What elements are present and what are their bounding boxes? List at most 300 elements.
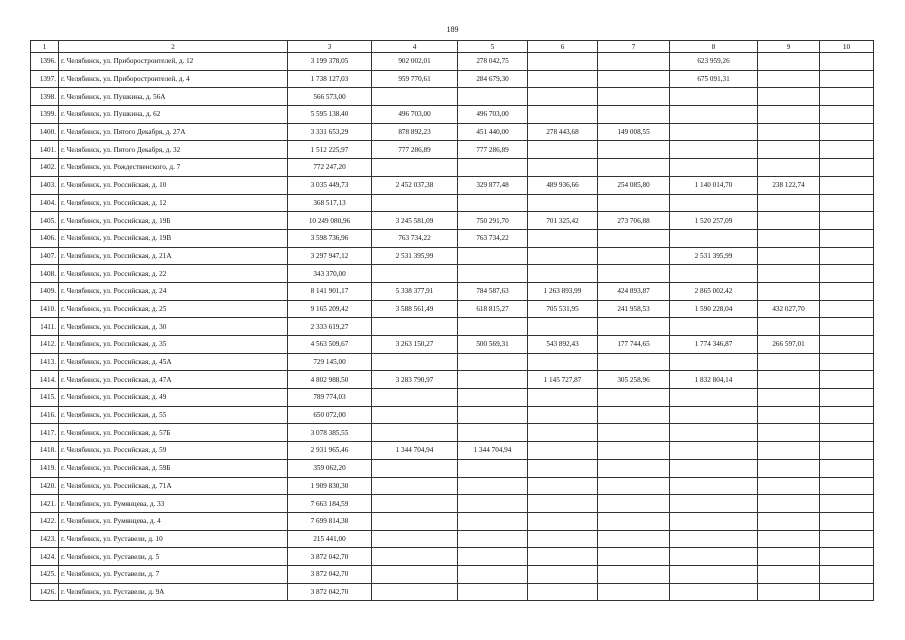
- table-row: [31, 194, 874, 212]
- amount-cell: [598, 495, 670, 513]
- amount-cell: [372, 459, 458, 477]
- address-cell: г. Челябинск, ул. Румянцева, д. 33: [59, 495, 288, 513]
- amount-cell: [598, 159, 670, 177]
- amount-cell: [758, 53, 820, 71]
- amount-cell: [528, 565, 598, 583]
- amount-cell: [758, 123, 820, 141]
- amount-cell: 273 706,88: [598, 212, 670, 230]
- amount-cell: 1 909 830,30: [288, 477, 372, 495]
- table-row: [31, 123, 874, 141]
- amount-cell: [528, 53, 598, 71]
- amount-cell: 1 344 704,94: [372, 442, 458, 460]
- row-number-cell: 1423.: [31, 530, 59, 548]
- amount-cell: [528, 495, 598, 513]
- amount-cell: [598, 424, 670, 442]
- address-cell: г. Челябинск, ул. Российская, д. 22: [59, 265, 288, 283]
- amount-cell: [820, 548, 874, 566]
- amount-cell: [820, 282, 874, 300]
- amount-cell: [820, 406, 874, 424]
- amount-cell: 3 297 947,12: [288, 247, 372, 265]
- header-cell: 7: [598, 41, 670, 53]
- row-number-cell: 1396.: [31, 53, 59, 71]
- amount-cell: [820, 389, 874, 407]
- amount-cell: [670, 159, 758, 177]
- amount-cell: [528, 583, 598, 601]
- amount-cell: [598, 389, 670, 407]
- amount-cell: [598, 548, 670, 566]
- amount-cell: [758, 565, 820, 583]
- amount-cell: [670, 353, 758, 371]
- amount-cell: [598, 70, 670, 88]
- amount-cell: [458, 88, 528, 106]
- table-row: [31, 512, 874, 530]
- amount-cell: [528, 141, 598, 159]
- row-number-cell: 1421.: [31, 495, 59, 513]
- address-cell: г. Челябинск, ул. Рождественского, д. 7: [59, 159, 288, 177]
- amount-cell: 1 738 127,03: [288, 70, 372, 88]
- amount-cell: [372, 583, 458, 601]
- address-cell: г. Челябинск, ул. Российская, д. 59Б: [59, 459, 288, 477]
- amount-cell: 215 441,00: [288, 530, 372, 548]
- amount-cell: [598, 565, 670, 583]
- amount-cell: [758, 548, 820, 566]
- amount-cell: 729 145,00: [288, 353, 372, 371]
- table-row: [31, 141, 874, 159]
- amount-cell: 3 035 449,73: [288, 176, 372, 194]
- amount-cell: [758, 212, 820, 230]
- amount-cell: [820, 336, 874, 354]
- amount-cell: 1 512 225,97: [288, 141, 372, 159]
- address-cell: г. Челябинск, ул. Пятого Декабря, д. 32: [59, 141, 288, 159]
- amount-cell: [372, 159, 458, 177]
- amount-cell: 359 062,20: [288, 459, 372, 477]
- amount-cell: 675 091,31: [670, 70, 758, 88]
- amount-cell: [458, 194, 528, 212]
- row-number-cell: 1405.: [31, 212, 59, 230]
- amount-cell: 1 774 346,87: [670, 336, 758, 354]
- amount-cell: [528, 88, 598, 106]
- amount-cell: [528, 442, 598, 460]
- amount-cell: [758, 88, 820, 106]
- amount-cell: 3 263 150,27: [372, 336, 458, 354]
- amount-cell: 650 072,00: [288, 406, 372, 424]
- amount-cell: 777 286,89: [458, 141, 528, 159]
- amount-cell: [458, 548, 528, 566]
- amount-cell: 278 443,68: [528, 123, 598, 141]
- amount-cell: 3 872 042,70: [288, 548, 372, 566]
- amount-cell: 618 815,27: [458, 300, 528, 318]
- amount-cell: [820, 212, 874, 230]
- amount-cell: [820, 300, 874, 318]
- amount-cell: [458, 159, 528, 177]
- amount-cell: 763 734,22: [458, 229, 528, 247]
- header-cell: 4: [372, 41, 458, 53]
- address-cell: г. Челябинск, ул. Приборостроителей, д. 4: [59, 70, 288, 88]
- row-number-cell: 1426.: [31, 583, 59, 601]
- data-table: [30, 40, 874, 601]
- address-cell: г. Челябинск, ул. Российская, д. 55: [59, 406, 288, 424]
- amount-cell: [458, 371, 528, 389]
- amount-cell: [372, 548, 458, 566]
- amount-cell: 878 892,23: [372, 123, 458, 141]
- amount-cell: 623 959,26: [670, 53, 758, 71]
- amount-cell: [820, 371, 874, 389]
- address-cell: г. Челябинск, ул. Пушкина, д. 56А: [59, 88, 288, 106]
- amount-cell: 177 744,65: [598, 336, 670, 354]
- amount-cell: [598, 318, 670, 336]
- amount-cell: 3 598 736,96: [288, 229, 372, 247]
- amount-cell: [820, 88, 874, 106]
- amount-cell: [820, 247, 874, 265]
- amount-cell: [528, 512, 598, 530]
- amount-cell: 284 679,30: [458, 70, 528, 88]
- address-cell: г. Челябинск, ул. Руставели, д. 7: [59, 565, 288, 583]
- table-row: [31, 265, 874, 283]
- amount-cell: [670, 123, 758, 141]
- amount-cell: 432 027,70: [758, 300, 820, 318]
- address-cell: г. Челябинск, ул. Российская, д. 30: [59, 318, 288, 336]
- row-number-cell: 1416.: [31, 406, 59, 424]
- amount-cell: [670, 106, 758, 124]
- row-number-cell: 1397.: [31, 70, 59, 88]
- amount-cell: 543 892,43: [528, 336, 598, 354]
- amount-cell: 424 893,87: [598, 282, 670, 300]
- amount-cell: 254 085,80: [598, 176, 670, 194]
- amount-cell: 149 008,55: [598, 123, 670, 141]
- amount-cell: 496 703,00: [458, 106, 528, 124]
- amount-cell: 238 122,74: [758, 176, 820, 194]
- amount-cell: [670, 548, 758, 566]
- amount-cell: [670, 194, 758, 212]
- amount-cell: [758, 247, 820, 265]
- amount-cell: 763 734,22: [372, 229, 458, 247]
- amount-cell: [758, 229, 820, 247]
- amount-cell: [528, 159, 598, 177]
- row-number-cell: 1400.: [31, 123, 59, 141]
- amount-cell: 5 595 138,40: [288, 106, 372, 124]
- amount-cell: 3 078 385,55: [288, 424, 372, 442]
- amount-cell: [372, 318, 458, 336]
- amount-cell: 3 331 653,29: [288, 123, 372, 141]
- amount-cell: 500 569,31: [458, 336, 528, 354]
- address-cell: г. Челябинск, ул. Российская, д. 21А: [59, 247, 288, 265]
- row-number-cell: 1415.: [31, 389, 59, 407]
- amount-cell: [758, 70, 820, 88]
- address-cell: г. Челябинск, ул. Румянцева, д. 4: [59, 512, 288, 530]
- amount-cell: [758, 406, 820, 424]
- amount-cell: [598, 583, 670, 601]
- amount-cell: 489 936,66: [528, 176, 598, 194]
- amount-cell: [372, 477, 458, 495]
- amount-cell: 4 563 509,67: [288, 336, 372, 354]
- row-number-cell: 1399.: [31, 106, 59, 124]
- row-number-cell: 1413.: [31, 353, 59, 371]
- amount-cell: [820, 265, 874, 283]
- amount-cell: [372, 389, 458, 407]
- row-number-cell: 1411.: [31, 318, 59, 336]
- row-number-cell: 1401.: [31, 141, 59, 159]
- amount-cell: 2 452 037,38: [372, 176, 458, 194]
- row-number-cell: 1418.: [31, 442, 59, 460]
- table-row: [31, 247, 874, 265]
- amount-cell: 1 140 014,70: [670, 176, 758, 194]
- table-row: [31, 530, 874, 548]
- amount-cell: [458, 583, 528, 601]
- header-cell: 6: [528, 41, 598, 53]
- address-cell: г. Челябинск, ул. Руставели, д. 9А: [59, 583, 288, 601]
- amount-cell: [372, 495, 458, 513]
- table-row: [31, 371, 874, 389]
- row-number-cell: 1407.: [31, 247, 59, 265]
- row-number-cell: 1422.: [31, 512, 59, 530]
- address-cell: г. Челябинск, ул. Российская, д. 19В: [59, 229, 288, 247]
- row-number-cell: 1420.: [31, 477, 59, 495]
- amount-cell: [372, 88, 458, 106]
- amount-cell: [758, 141, 820, 159]
- amount-cell: [820, 353, 874, 371]
- amount-cell: [598, 477, 670, 495]
- amount-cell: [670, 495, 758, 513]
- amount-cell: [458, 477, 528, 495]
- table-row: [31, 88, 874, 106]
- amount-cell: [528, 247, 598, 265]
- amount-cell: [598, 141, 670, 159]
- amount-cell: [758, 265, 820, 283]
- amount-cell: 777 286,89: [372, 141, 458, 159]
- amount-cell: [458, 565, 528, 583]
- row-number-cell: 1403.: [31, 176, 59, 194]
- amount-cell: [598, 106, 670, 124]
- amount-cell: 241 958,53: [598, 300, 670, 318]
- amount-cell: [458, 353, 528, 371]
- amount-cell: [758, 459, 820, 477]
- amount-cell: [758, 318, 820, 336]
- amount-cell: [670, 583, 758, 601]
- amount-cell: [758, 159, 820, 177]
- amount-cell: 750 291,70: [458, 212, 528, 230]
- amount-cell: 3 872 042,70: [288, 583, 372, 601]
- table-row: [31, 229, 874, 247]
- amount-cell: [820, 229, 874, 247]
- amount-cell: 789 774,03: [288, 389, 372, 407]
- amount-cell: [820, 495, 874, 513]
- row-number-cell: 1425.: [31, 565, 59, 583]
- table-row: [31, 53, 874, 71]
- row-number-cell: 1398.: [31, 88, 59, 106]
- amount-cell: [670, 141, 758, 159]
- amount-cell: [528, 530, 598, 548]
- amount-cell: [758, 371, 820, 389]
- amount-cell: [372, 565, 458, 583]
- row-number-cell: 1417.: [31, 424, 59, 442]
- amount-cell: [820, 565, 874, 583]
- amount-cell: 329 877,48: [458, 176, 528, 194]
- amount-cell: [670, 389, 758, 407]
- amount-cell: 784 587,63: [458, 282, 528, 300]
- amount-cell: 701 325,42: [528, 212, 598, 230]
- amount-cell: 902 002,01: [372, 53, 458, 71]
- table-row: [31, 212, 874, 230]
- amount-cell: [458, 406, 528, 424]
- amount-cell: [670, 565, 758, 583]
- amount-cell: [670, 442, 758, 460]
- table-row: [31, 424, 874, 442]
- amount-cell: 278 042,75: [458, 53, 528, 71]
- amount-cell: 8 141 901,17: [288, 282, 372, 300]
- amount-cell: [528, 459, 598, 477]
- amount-cell: 2 333 619,27: [288, 318, 372, 336]
- amount-cell: [528, 194, 598, 212]
- amount-cell: 368 517,13: [288, 194, 372, 212]
- amount-cell: [372, 406, 458, 424]
- amount-cell: [820, 70, 874, 88]
- amount-cell: 705 531,95: [528, 300, 598, 318]
- amount-cell: 5 338 377,91: [372, 282, 458, 300]
- amount-cell: [458, 530, 528, 548]
- amount-cell: [598, 459, 670, 477]
- amount-cell: [458, 495, 528, 513]
- amount-cell: 1 520 257,09: [670, 212, 758, 230]
- amount-cell: [458, 247, 528, 265]
- amount-cell: [372, 194, 458, 212]
- amount-cell: 2 865 002,42: [670, 282, 758, 300]
- amount-cell: [598, 265, 670, 283]
- table-row: [31, 159, 874, 177]
- amount-cell: [758, 530, 820, 548]
- address-cell: г. Челябинск, ул. Руставели, д. 5: [59, 548, 288, 566]
- amount-cell: [528, 353, 598, 371]
- row-number-cell: 1408.: [31, 265, 59, 283]
- amount-cell: [670, 406, 758, 424]
- table-row: [31, 353, 874, 371]
- amount-cell: [820, 176, 874, 194]
- amount-cell: [820, 512, 874, 530]
- amount-cell: [528, 265, 598, 283]
- amount-cell: [820, 318, 874, 336]
- table-row: [31, 459, 874, 477]
- amount-cell: [820, 123, 874, 141]
- amount-cell: [820, 459, 874, 477]
- amount-cell: 1 263 893,99: [528, 282, 598, 300]
- amount-cell: [372, 353, 458, 371]
- header-cell: 2: [59, 41, 288, 53]
- amount-cell: [528, 406, 598, 424]
- amount-cell: 2 931 965,46: [288, 442, 372, 460]
- amount-cell: 772 247,20: [288, 159, 372, 177]
- table-row: [31, 106, 874, 124]
- row-number-cell: 1406.: [31, 229, 59, 247]
- amount-cell: 7 663 184,59: [288, 495, 372, 513]
- table-row: [31, 300, 874, 318]
- amount-cell: [670, 459, 758, 477]
- amount-cell: [670, 477, 758, 495]
- amount-cell: [670, 265, 758, 283]
- amount-cell: [670, 88, 758, 106]
- address-cell: г. Челябинск, ул. Российская, д. 71А: [59, 477, 288, 495]
- amount-cell: [598, 53, 670, 71]
- amount-cell: [758, 495, 820, 513]
- address-cell: г. Челябинск, ул. Российская, д. 12: [59, 194, 288, 212]
- address-cell: г. Челябинск, ул. Руставели, д. 10: [59, 530, 288, 548]
- amount-cell: 3 588 561,49: [372, 300, 458, 318]
- amount-cell: 496 703,00: [372, 106, 458, 124]
- amount-cell: [372, 424, 458, 442]
- amount-cell: [670, 424, 758, 442]
- amount-cell: [758, 424, 820, 442]
- amount-cell: [372, 512, 458, 530]
- amount-cell: 1 590 228,04: [670, 300, 758, 318]
- amount-cell: [820, 442, 874, 460]
- amount-cell: 451 440,00: [458, 123, 528, 141]
- amount-cell: 3 199 378,05: [288, 53, 372, 71]
- amount-cell: 3 872 042,70: [288, 565, 372, 583]
- amount-cell: 566 573,00: [288, 88, 372, 106]
- row-number-cell: 1404.: [31, 194, 59, 212]
- amount-cell: [670, 318, 758, 336]
- amount-cell: [820, 141, 874, 159]
- amount-cell: [758, 353, 820, 371]
- address-cell: г. Челябинск, ул. Российская, д. 24: [59, 282, 288, 300]
- amount-cell: 1 832 804,14: [670, 371, 758, 389]
- page-number: 189: [446, 25, 459, 34]
- address-cell: г. Челябинск, ул. Российская, д. 35: [59, 336, 288, 354]
- amount-cell: [758, 194, 820, 212]
- amount-cell: [528, 70, 598, 88]
- table-row: [31, 477, 874, 495]
- amount-cell: [372, 265, 458, 283]
- amount-cell: [528, 424, 598, 442]
- amount-cell: [758, 282, 820, 300]
- amount-cell: 3 283 790,97: [372, 371, 458, 389]
- amount-cell: [458, 512, 528, 530]
- table-row: [31, 336, 874, 354]
- amount-cell: 7 699 814,38: [288, 512, 372, 530]
- amount-cell: [820, 159, 874, 177]
- amount-cell: [820, 106, 874, 124]
- amount-cell: [598, 247, 670, 265]
- amount-cell: 2 531 395,99: [372, 247, 458, 265]
- amount-cell: 4 802 988,50: [288, 371, 372, 389]
- amount-cell: [820, 194, 874, 212]
- amount-cell: [820, 530, 874, 548]
- table-body: [31, 41, 874, 601]
- table-row: [31, 70, 874, 88]
- address-cell: г. Челябинск, ул. Российская, д. 10: [59, 176, 288, 194]
- address-cell: г. Челябинск, ул. Пятого Декабря, д. 27А: [59, 123, 288, 141]
- amount-cell: 305 258,96: [598, 371, 670, 389]
- address-cell: г. Челябинск, ул. Российская, д. 59: [59, 442, 288, 460]
- amount-cell: [528, 477, 598, 495]
- amount-cell: [758, 106, 820, 124]
- amount-cell: [598, 530, 670, 548]
- amount-cell: [598, 353, 670, 371]
- amount-cell: 2 531 395,99: [670, 247, 758, 265]
- amount-cell: [372, 530, 458, 548]
- table-row: [31, 583, 874, 601]
- amount-cell: [458, 424, 528, 442]
- table-row: [31, 495, 874, 513]
- header-cell: 9: [758, 41, 820, 53]
- address-cell: г. Челябинск, ул. Российская, д. 57Б: [59, 424, 288, 442]
- amount-cell: [528, 106, 598, 124]
- amount-cell: [528, 548, 598, 566]
- header-cell: 1: [31, 41, 59, 53]
- amount-cell: [598, 194, 670, 212]
- amount-cell: [458, 265, 528, 283]
- address-cell: г. Челябинск, ул. Приборостроителей, д. 12: [59, 53, 288, 71]
- table-row: [31, 282, 874, 300]
- amount-cell: [598, 88, 670, 106]
